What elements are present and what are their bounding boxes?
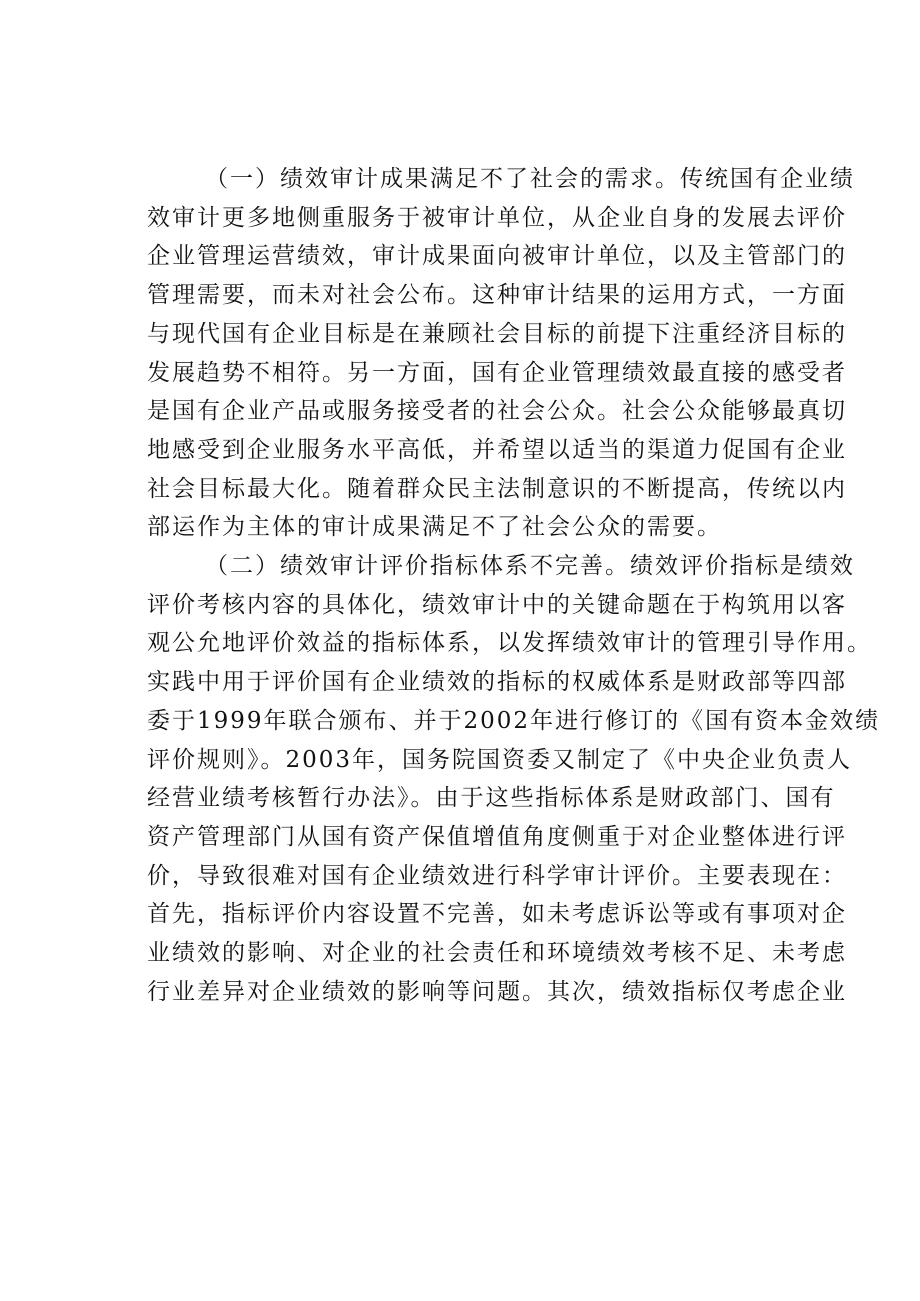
text-line: 经营业绩考核暂行办法》。由于这些指标体系是财政部门、国有 (147, 785, 836, 812)
text-line: 效审计更多地侧重服务于被审计单位，从企业自身的发展去评价 (147, 204, 847, 231)
text-line: 首先，指标评价内容设置不完善，如未考虑诉讼等或有事项对企 (147, 901, 847, 928)
text-line: 社会目标最大化。随着群众民主法制意识的不断提高，传统以内 (147, 475, 847, 502)
document-body (147, 160, 881, 1011)
text-line: 管理需要，而未对社会公布。这种审计结果的运用方式，一方面 (147, 282, 847, 309)
text-line: 地感受到企业服务水平高低，并希望以适当的渠道力促国有企业 (147, 436, 847, 463)
text-line: （二）绩效审计评价指标体系不完善。绩效评价指标是绩效 (205, 553, 855, 580)
text-line: 评价规则》。2003年，国务院国资委又制定了《中央企业负责人 (147, 746, 853, 773)
text-line: （一）绩效审计成果满足不了社会的需求。传统国有企业绩 (205, 166, 855, 192)
paragraph-1 (147, 160, 855, 547)
paragraph-2 (147, 547, 881, 1011)
text-line: 发展趋势不相符。另一方面，国有企业管理绩效最直接的感受者 (147, 359, 847, 386)
text-line: 是国有企业产品或服务接受者的社会公众。社会公众能够最真切 (147, 398, 847, 425)
text-line: 价，导致很难对国有企业绩效进行科学审计评价。主要表现在： (147, 862, 847, 889)
text-line: 行业差异对企业绩效的影响等问题。其次，绩效指标仅考虑企业 (147, 978, 847, 1005)
text-line: 企业管理运营绩效，审计成果面向被审计单位，以及主管部门的 (147, 243, 847, 270)
text-line: 实践中用于评价国有企业绩效的指标的权威体系是财政部等四部 (147, 669, 847, 696)
text-line: 部运作为主体的审计成果满足不了社会公众的需要。 (147, 514, 722, 541)
text-line: 资产管理部门从国有资产保值增值角度侧重于对企业整体进行评 (147, 823, 847, 850)
text-line: 与现代国有企业目标是在兼顾社会目标的前提下注重经济目标的 (147, 320, 847, 347)
text-line: 业绩效的影响、对企业的社会责任和环境绩效考核不足、未考虑 (147, 940, 847, 967)
text-line: 评价考核内容的具体化，绩效审计中的关键命题在于构筑用以客 (147, 591, 847, 618)
text-line: 委于1999年联合颁布、并于2002年进行修订的《国有资本金效绩 (147, 707, 881, 734)
text-line: 观公允地评价效益的指标体系，以发挥绩效审计的管理引导作用。 (147, 630, 872, 657)
